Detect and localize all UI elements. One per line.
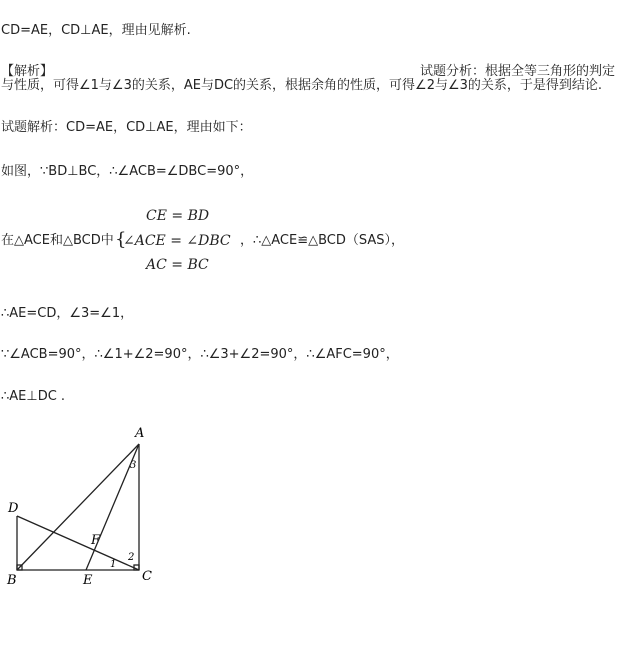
- label-e: E: [83, 573, 93, 588]
- condition-ce-bd: CE = BD: [146, 208, 210, 224]
- step-angle-sum: ∵∠ACB=90°，∴∠1+∠2=90°，∴∠3+∠2=90°，∴∠AFC=90°，: [1, 347, 399, 362]
- segment-ab: [17, 444, 139, 570]
- label-angle-1: 1: [110, 559, 117, 570]
- label-c: C: [142, 569, 152, 584]
- step-ae-cd: ∴AE=CD，∠3=∠1，: [1, 306, 134, 321]
- triangle-conclusion: ，∴△ACE≌△BCD（SAS），: [240, 233, 405, 248]
- segment-dc: [17, 516, 139, 570]
- analysis-line-2: 与性质，可得∠1与∠3的关系，AE与DC的关系，根据余角的性质，可得∠2与∠3的关系，于是得到结论.: [1, 78, 603, 93]
- condition-angle-ace-dbc: ∠ACE = ∠DBC: [123, 233, 231, 249]
- condition-ac-bc: AC = BC: [146, 257, 209, 273]
- jiexi-label: 【解析】: [1, 64, 54, 79]
- answer-line: CD=AE，CD⊥AE，理由见解析.: [1, 23, 191, 38]
- geometry-figure: [0, 420, 180, 610]
- label-angle-2: 2: [128, 552, 135, 563]
- label-a: A: [135, 426, 145, 441]
- analysis-line-1: 试题分析：根据全等三角形的判定: [420, 64, 616, 79]
- label-d: D: [8, 501, 19, 516]
- label-f: F: [91, 533, 101, 548]
- given-line: 如图，∵BD⊥BC，∴∠ACB=∠DBC=90°，: [1, 164, 254, 179]
- step-ae-perp-dc: ∴AE⊥DC .: [1, 389, 66, 404]
- triangle-prefix: 在△ACE和△BCD中: [1, 233, 114, 248]
- label-angle-3: 3: [130, 460, 137, 471]
- solution-line: 试题解析：CD=AE，CD⊥AE，理由如下：: [1, 120, 252, 135]
- condition-brace: {: [115, 229, 127, 250]
- label-b: B: [7, 573, 17, 588]
